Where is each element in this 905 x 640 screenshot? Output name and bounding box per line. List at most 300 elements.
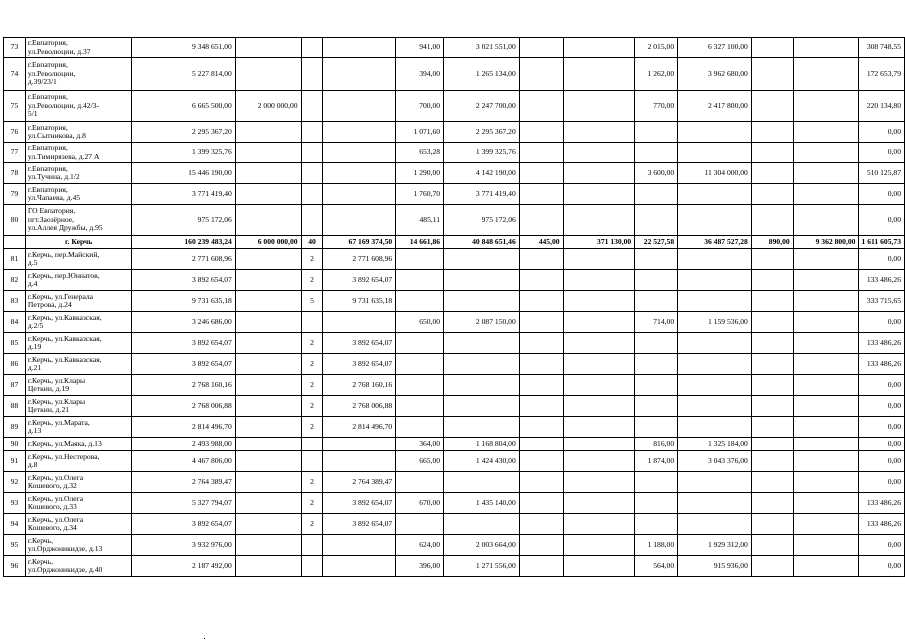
supervision-cost-cell: 133 486,26: [859, 493, 905, 514]
table-row: [4, 375, 905, 396]
basement-cost-cell: [563, 556, 635, 577]
roof-cost-cell: 1 271 556,00: [444, 556, 520, 577]
basement-cost-cell: [563, 375, 635, 396]
budget-funds-cell: [235, 333, 301, 354]
roof-area-cell: [396, 396, 444, 417]
city-total-row: [4, 236, 905, 249]
basement-area-cell: [519, 270, 563, 291]
roof-area-cell: [396, 514, 444, 535]
address-cell: г.Евпатория, ул.Революции, д.39/23/1: [25, 58, 132, 91]
budget-funds-cell: [235, 354, 301, 375]
total-cost-cell: 9 731 635,18: [132, 291, 235, 312]
units-count-cell: 5: [301, 291, 323, 312]
facade-area-cell: 714,00: [635, 312, 678, 333]
roof-cost-cell: [444, 249, 520, 270]
address-cell: г.Керчь, ул.Клары Цеткин, д.19: [25, 375, 132, 396]
facade-area-cell: [635, 396, 678, 417]
facade-cost-cell: 1 159 536,00: [678, 312, 752, 333]
basement-cost-cell: [563, 493, 635, 514]
units-count-cell: 2: [301, 417, 323, 438]
foundation-area-cell: [751, 58, 793, 91]
units-count-cell: [301, 312, 323, 333]
budget-funds-cell: [235, 205, 301, 236]
facade-area-cell: [635, 472, 678, 493]
facade-cost-cell: 1 929 312,00: [678, 535, 752, 556]
total-cost-cell: 15 446 190,00: [132, 163, 235, 184]
works-cost-cell: 9 731 635,18: [323, 291, 396, 312]
total-cost-cell: 5 227 814,00: [132, 58, 235, 91]
basement-cost-cell: [563, 122, 635, 143]
basement-cost-cell: [563, 58, 635, 91]
table-row: [4, 58, 905, 91]
total-cost-cell: 3 892 654,07: [132, 514, 235, 535]
supervision-cost-cell: 0,00: [859, 556, 905, 577]
supervision-cost-cell: 133 486,26: [859, 354, 905, 375]
facade-cost-cell: [678, 417, 752, 438]
roof-cost-cell: 2 003 664,00: [444, 535, 520, 556]
roof-area-cell: 665,00: [396, 451, 444, 472]
works-cost-cell: [323, 58, 396, 91]
total-cost-cell: 3 246 686,00: [132, 312, 235, 333]
roof-area-cell: [396, 333, 444, 354]
basement-cost-cell: [563, 396, 635, 417]
address-cell: г.Евпатория, ул.Тимирязева, д.27 А: [25, 143, 132, 163]
budget-funds-cell: [235, 472, 301, 493]
foundation-area-cell: [751, 493, 793, 514]
works-cost-cell: 67 169 374,50: [323, 236, 396, 249]
row-number: 94: [4, 514, 26, 535]
supervision-cost-cell: 0,00: [859, 417, 905, 438]
roof-area-cell: [396, 472, 444, 493]
units-count-cell: [301, 535, 323, 556]
foundation-cost-cell: [793, 249, 859, 270]
basement-cost-cell: [563, 514, 635, 535]
facade-cost-cell: 915 936,00: [678, 556, 752, 577]
roof-area-cell: [396, 291, 444, 312]
row-number: 79: [4, 184, 26, 205]
foundation-area-cell: [751, 249, 793, 270]
total-cost-cell: 2 187 492,00: [132, 556, 235, 577]
facade-cost-cell: [678, 472, 752, 493]
basement-cost-cell: [563, 438, 635, 451]
works-cost-cell: 2 768 160,16: [323, 375, 396, 396]
facade-area-cell: [635, 291, 678, 312]
supervision-cost-cell: 0,00: [859, 438, 905, 451]
table-row: [4, 451, 905, 472]
total-cost-cell: 2 295 367,20: [132, 122, 235, 143]
budget-funds-cell: [235, 249, 301, 270]
address-cell: г.Керчь, ул.Генерала Петрова, д.24: [25, 291, 132, 312]
supervision-cost-cell: 0,00: [859, 184, 905, 205]
document-page: [3, 37, 905, 577]
address-cell: г.Евпатория, ул.Сытникова, д.8: [25, 122, 132, 143]
address-cell: г.Керчь, пер.Майский, д.5: [25, 249, 132, 270]
facade-area-cell: [635, 205, 678, 236]
facade-cost-cell: [678, 205, 752, 236]
address-cell: г.Керчь, пер.Юннатов, д.4: [25, 270, 132, 291]
budget-funds-cell: [235, 417, 301, 438]
address-cell: г.Керчь, ул.Клары Цеткин, д.21: [25, 396, 132, 417]
table-row: [4, 333, 905, 354]
facade-area-cell: [635, 333, 678, 354]
foundation-area-cell: [751, 143, 793, 163]
budget-funds-cell: [235, 291, 301, 312]
foundation-cost-cell: [793, 396, 859, 417]
basement-area-cell: [519, 354, 563, 375]
table-row: [4, 184, 905, 205]
facade-cost-cell: [678, 270, 752, 291]
facade-cost-cell: 1 325 184,00: [678, 438, 752, 451]
table-row: [4, 205, 905, 236]
basement-cost-cell: [563, 472, 635, 493]
works-cost-cell: 3 892 654,07: [323, 270, 396, 291]
city-name-cell: г. Керчь: [25, 236, 132, 249]
units-count-cell: 2: [301, 493, 323, 514]
budget-funds-cell: [235, 375, 301, 396]
basement-area-cell: [519, 249, 563, 270]
table-body: [4, 38, 905, 577]
address-cell: г.Керчь, ул.Орджоникидзе, д.40: [25, 556, 132, 577]
supervision-cost-cell: 0,00: [859, 312, 905, 333]
row-number: 77: [4, 143, 26, 163]
works-cost-cell: [323, 122, 396, 143]
basement-cost-cell: [563, 312, 635, 333]
budget-funds-cell: [235, 514, 301, 535]
facade-cost-cell: [678, 375, 752, 396]
roof-area-cell: 670,00: [396, 493, 444, 514]
foundation-area-cell: [751, 451, 793, 472]
budget-funds-cell: [235, 122, 301, 143]
foundation-cost-cell: [793, 354, 859, 375]
units-count-cell: [301, 205, 323, 236]
supervision-cost-cell: 172 653,79: [859, 58, 905, 91]
roof-area-cell: [396, 249, 444, 270]
basement-area-cell: [519, 472, 563, 493]
row-number: 86: [4, 354, 26, 375]
foundation-area-cell: [751, 417, 793, 438]
foundation-area-cell: [751, 312, 793, 333]
foundation-area-cell: [751, 354, 793, 375]
budget-funds-cell: [235, 58, 301, 91]
table-row: [4, 312, 905, 333]
table-row: [4, 291, 905, 312]
foundation-cost-cell: [793, 58, 859, 91]
roof-cost-cell: [444, 270, 520, 291]
supervision-cost-cell: 510 125,87: [859, 163, 905, 184]
roof-cost-cell: [444, 396, 520, 417]
units-count-cell: 2: [301, 472, 323, 493]
works-cost-cell: [323, 438, 396, 451]
scan-speck: [204, 638, 205, 639]
roof-area-cell: 700,00: [396, 91, 444, 122]
facade-area-cell: 2 015,00: [635, 38, 678, 58]
budget-funds-cell: [235, 451, 301, 472]
basement-area-cell: [519, 514, 563, 535]
roof-area-cell: 1 760,70: [396, 184, 444, 205]
works-cost-cell: [323, 556, 396, 577]
roof-area-cell: 941,00: [396, 38, 444, 58]
foundation-area-cell: [751, 333, 793, 354]
units-count-cell: 2: [301, 333, 323, 354]
row-number: 91: [4, 451, 26, 472]
budget-funds-cell: [235, 38, 301, 58]
facade-cost-cell: 2 417 800,00: [678, 91, 752, 122]
roof-area-cell: [396, 354, 444, 375]
facade-area-cell: 1 874,00: [635, 451, 678, 472]
supervision-cost-cell: 133 486,26: [859, 333, 905, 354]
works-cost-cell: 3 892 654,07: [323, 514, 396, 535]
table-row: [4, 493, 905, 514]
works-cost-cell: [323, 205, 396, 236]
units-count-cell: 2: [301, 514, 323, 535]
foundation-cost-cell: 9 362 800,00: [793, 236, 859, 249]
units-count-cell: [301, 143, 323, 163]
works-cost-cell: [323, 535, 396, 556]
roof-cost-cell: 2 295 367,20: [444, 122, 520, 143]
table-row: [4, 535, 905, 556]
address-cell: г.Евпатория, ул.Революции, д.42/3- 5/1: [25, 91, 132, 122]
roof-cost-cell: [444, 354, 520, 375]
row-number: 93: [4, 493, 26, 514]
address-cell: г.Евпатория, ул.Тучина, д.1/2: [25, 163, 132, 184]
works-cost-cell: [323, 312, 396, 333]
basement-cost-cell: [563, 354, 635, 375]
roof-cost-cell: [444, 291, 520, 312]
facade-cost-cell: [678, 122, 752, 143]
facade-area-cell: 3 600,00: [635, 163, 678, 184]
works-cost-cell: [323, 184, 396, 205]
foundation-area-cell: [751, 205, 793, 236]
basement-area-cell: [519, 91, 563, 122]
units-count-cell: [301, 91, 323, 122]
foundation-cost-cell: [793, 184, 859, 205]
basement-cost-cell: [563, 38, 635, 58]
roof-cost-cell: 1 265 134,00: [444, 58, 520, 91]
roof-area-cell: 650,00: [396, 312, 444, 333]
units-count-cell: [301, 58, 323, 91]
foundation-area-cell: [751, 556, 793, 577]
row-number: 92: [4, 472, 26, 493]
facade-area-cell: [635, 354, 678, 375]
foundation-area-cell: [751, 38, 793, 58]
row-number: 80: [4, 205, 26, 236]
address-cell: г.Евпатория, ул.Чапаева, д.45: [25, 184, 132, 205]
roof-area-cell: 1 071,60: [396, 122, 444, 143]
facade-area-cell: [635, 514, 678, 535]
basement-area-cell: [519, 58, 563, 91]
foundation-cost-cell: [793, 375, 859, 396]
foundation-cost-cell: [793, 451, 859, 472]
foundation-cost-cell: [793, 417, 859, 438]
table-row: [4, 38, 905, 58]
works-cost-cell: [323, 451, 396, 472]
roof-area-cell: 624,00: [396, 535, 444, 556]
units-count-cell: 2: [301, 354, 323, 375]
supervision-cost-cell: 133 486,26: [859, 270, 905, 291]
facade-cost-cell: [678, 291, 752, 312]
address-cell: г.Керчь, ул.Кавказская, д.2/5: [25, 312, 132, 333]
basement-cost-cell: [563, 270, 635, 291]
total-cost-cell: 3 892 654,07: [132, 333, 235, 354]
table-row: [4, 143, 905, 163]
roof-cost-cell: 1 168 804,00: [444, 438, 520, 451]
works-cost-cell: 2 814 496,70: [323, 417, 396, 438]
row-number: 76: [4, 122, 26, 143]
basement-area-cell: [519, 451, 563, 472]
units-count-cell: 2: [301, 396, 323, 417]
foundation-area-cell: [751, 291, 793, 312]
budget-funds-cell: [235, 184, 301, 205]
works-cost-cell: [323, 143, 396, 163]
table-row: [4, 270, 905, 291]
units-count-cell: 2: [301, 270, 323, 291]
basement-cost-cell: [563, 249, 635, 270]
facade-cost-cell: 11 304 000,00: [678, 163, 752, 184]
basement-area-cell: [519, 438, 563, 451]
supervision-cost-cell: 0,00: [859, 143, 905, 163]
row-number: 87: [4, 375, 26, 396]
facade-area-cell: [635, 493, 678, 514]
roof-cost-cell: 975 172,06: [444, 205, 520, 236]
table-row: [4, 438, 905, 451]
row-number: [4, 236, 26, 249]
works-cost-cell: 2 768 006,88: [323, 396, 396, 417]
foundation-cost-cell: [793, 438, 859, 451]
supervision-cost-cell: 0,00: [859, 122, 905, 143]
budget-funds-cell: [235, 396, 301, 417]
address-cell: г.Керчь, ул.Кавказская, д.21: [25, 354, 132, 375]
basement-area-cell: [519, 143, 563, 163]
basement-cost-cell: [563, 205, 635, 236]
roof-area-cell: 396,00: [396, 556, 444, 577]
table-row: [4, 396, 905, 417]
row-number: 82: [4, 270, 26, 291]
foundation-cost-cell: [793, 270, 859, 291]
row-number: 90: [4, 438, 26, 451]
foundation-area-cell: [751, 472, 793, 493]
basement-area-cell: [519, 396, 563, 417]
facade-area-cell: 770,00: [635, 91, 678, 122]
units-count-cell: [301, 38, 323, 58]
basement-cost-cell: [563, 291, 635, 312]
supervision-cost-cell: 1 611 605,73: [859, 236, 905, 249]
row-number: 73: [4, 38, 26, 58]
works-cost-cell: [323, 163, 396, 184]
total-cost-cell: 2 764 389,47: [132, 472, 235, 493]
roof-cost-cell: [444, 417, 520, 438]
foundation-area-cell: [751, 375, 793, 396]
facade-area-cell: [635, 249, 678, 270]
basement-area-cell: [519, 375, 563, 396]
foundation-area-cell: [751, 184, 793, 205]
row-number: 75: [4, 91, 26, 122]
units-count-cell: [301, 184, 323, 205]
facade-area-cell: 22 527,58: [635, 236, 678, 249]
total-cost-cell: 1 399 325,76: [132, 143, 235, 163]
row-number: 89: [4, 417, 26, 438]
foundation-cost-cell: [793, 312, 859, 333]
foundation-area-cell: [751, 91, 793, 122]
table-row: [4, 249, 905, 270]
basement-cost-cell: [563, 451, 635, 472]
basement-area-cell: [519, 556, 563, 577]
works-cost-cell: 3 892 654,07: [323, 354, 396, 375]
supervision-cost-cell: 0,00: [859, 535, 905, 556]
roof-cost-cell: [444, 375, 520, 396]
roof-area-cell: [396, 375, 444, 396]
foundation-area-cell: [751, 438, 793, 451]
supervision-cost-cell: 0,00: [859, 396, 905, 417]
roof-cost-cell: 1 424 430,00: [444, 451, 520, 472]
supervision-cost-cell: 220 134,80: [859, 91, 905, 122]
total-cost-cell: 2 814 496,70: [132, 417, 235, 438]
facade-area-cell: 1 188,00: [635, 535, 678, 556]
address-cell: г.Керчь, ул.Кавказская, д.19: [25, 333, 132, 354]
housing-budget-table: [3, 37, 905, 577]
foundation-area-cell: 890,00: [751, 236, 793, 249]
roof-cost-cell: 40 848 651,46: [444, 236, 520, 249]
roof-cost-cell: 2 087 150,00: [444, 312, 520, 333]
budget-funds-cell: 6 000 000,00: [235, 236, 301, 249]
facade-cost-cell: 3 962 680,00: [678, 58, 752, 91]
total-cost-cell: 4 467 806,00: [132, 451, 235, 472]
works-cost-cell: [323, 91, 396, 122]
facade-area-cell: 1 262,00: [635, 58, 678, 91]
facade-area-cell: [635, 417, 678, 438]
basement-area-cell: 445,00: [519, 236, 563, 249]
roof-cost-cell: [444, 514, 520, 535]
budget-funds-cell: [235, 143, 301, 163]
total-cost-cell: 3 892 654,07: [132, 270, 235, 291]
table-row: [4, 472, 905, 493]
roof-area-cell: 14 661,86: [396, 236, 444, 249]
roof-area-cell: [396, 270, 444, 291]
address-cell: г.Керчь, ул.Олега Кошевого, д.33: [25, 493, 132, 514]
units-count-cell: [301, 163, 323, 184]
basement-area-cell: [519, 333, 563, 354]
total-cost-cell: 3 771 419,40: [132, 184, 235, 205]
table-row: [4, 122, 905, 143]
roof-cost-cell: [444, 333, 520, 354]
address-cell: г.Евпатория, ул.Революции, д.37: [25, 38, 132, 58]
table-row: [4, 91, 905, 122]
facade-cost-cell: [678, 354, 752, 375]
supervision-cost-cell: 0,00: [859, 451, 905, 472]
row-number: 81: [4, 249, 26, 270]
basement-area-cell: [519, 184, 563, 205]
units-count-cell: 40: [301, 236, 323, 249]
total-cost-cell: 160 239 483,24: [132, 236, 235, 249]
foundation-cost-cell: [793, 163, 859, 184]
roof-area-cell: 364,00: [396, 438, 444, 451]
facade-cost-cell: [678, 143, 752, 163]
total-cost-cell: 3 932 976,00: [132, 535, 235, 556]
facade-cost-cell: [678, 184, 752, 205]
row-number: 74: [4, 58, 26, 91]
foundation-cost-cell: [793, 333, 859, 354]
facade-area-cell: [635, 143, 678, 163]
total-cost-cell: 2 771 608,96: [132, 249, 235, 270]
roof-cost-cell: 2 247 700,00: [444, 91, 520, 122]
basement-area-cell: [519, 122, 563, 143]
units-count-cell: [301, 556, 323, 577]
basement-area-cell: [519, 205, 563, 236]
basement-area-cell: [519, 312, 563, 333]
table-row: [4, 354, 905, 375]
roof-cost-cell: 1 435 140,00: [444, 493, 520, 514]
units-count-cell: 2: [301, 249, 323, 270]
foundation-area-cell: [751, 514, 793, 535]
